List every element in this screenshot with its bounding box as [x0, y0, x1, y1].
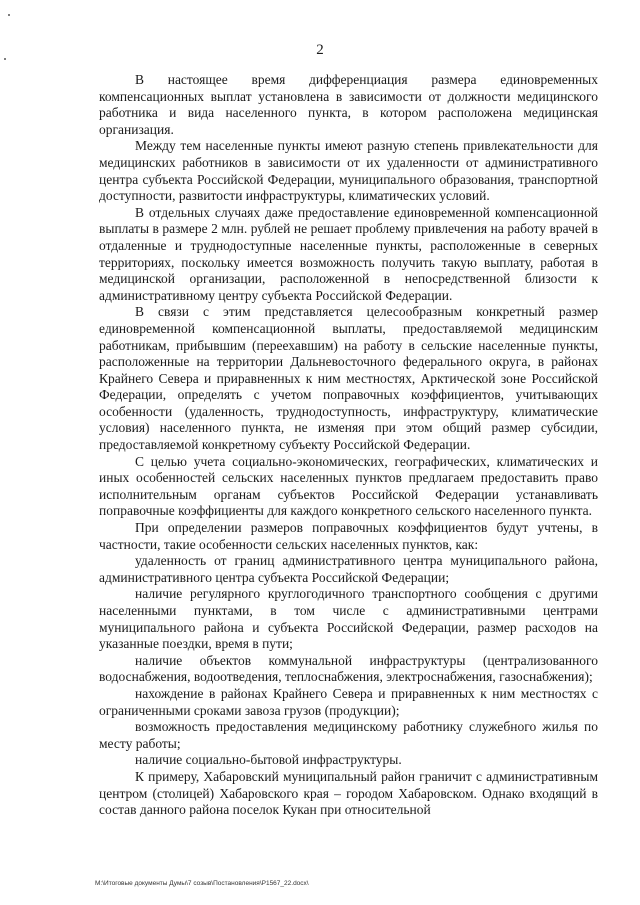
list-item: удаленность от границ административного центра муниципального района, административного центра субъекта Российской Федерации;: [99, 553, 598, 585]
paragraph: В отдельных случаях даже предоставление единовременной компенсационной выплаты в размере 2 млн. рублей не решает проблему привлечения на работу врачей в отдаленные и труднодоступные населенные пункты, расположенные в северных территориях, поскольку имеется возможность получить такую выплату, работая в медицинской организации, расположенной в непосредственной близости к административному центру субъекта Российской Федерации.: [99, 204, 598, 303]
page-number: 2: [316, 42, 324, 58]
paragraph: В связи с этим представляется целесообразным конкретный размер единовременной компенсационной выплаты, предоставляемой медицинским работникам, прибывшим (переехавшим) на работу в сельские населенные пункты, расположенные на территории Дальневосточного федерального округа, в районах Крайнего Севера и приравненных к ним местностях, Арктической зоне Российской Федерации, определять с учетом поправочных коэффициентов, учитывающих особенности (удаленность, труднодоступность, инфраструктуру, климатические условия) населенного пункта, не изменяя при этом общий размер субсидии, предоставляемой конкретному субъекту Российской Федерации.: [99, 304, 598, 453]
list-item: наличие объектов коммунальной инфраструктуры (централизованного водоснабжения, водоотведения, теплоснабжения, электроснабжения, газоснабжения);: [99, 652, 598, 685]
scan-speck: [8, 14, 10, 16]
paragraph: К примеру, Хабаровский муниципальный район граничит с административным центром (столицей) Хабаровского края – городом Хабаровском. Однако входящий в состав данного района поселок Кукан при относительной: [99, 768, 598, 818]
list-item: возможность предоставления медицинскому работнику служебного жилья по месту работы;: [99, 719, 598, 751]
list-item: наличие регулярного круглогодичного транспортного сообщения с другими населенными пунктами, в том числе с административными центрами муниципального района и субъекта Российской Федерации, размер расходов на указанные поездки, время в пути;: [99, 586, 598, 652]
paragraph: С целью учета социально-экономических, географических, климатических и иных особенностей сельских населенных пунктов предлагаем предоставить право исполнительным органам субъектов Российской Федерации устанавливать поправочные коэффициенты для каждого конкретного сельского населенного пункта.: [99, 453, 598, 519]
body-text: [99, 72, 598, 819]
paragraph: При определении размеров поправочных коэффициентов будут учтены, в частности, такие особенности сельских населенных пунктов, как:: [99, 520, 598, 552]
footer-file-path: М:\Итоговые документы Думы\7 созыв\Постановления\Р1567_22.docx\: [95, 880, 309, 887]
list-item: наличие социально-бытовой инфраструктуры.: [135, 752, 402, 768]
paragraph: Между тем населенные пункты имеют разную степень привлекательности для медицинских работников в зависимости от их удаленности от административного центра субъекта Российской Федерации, муниципального образования, транспортной доступности, развитости инфраструктуры, климатических условий.: [99, 138, 598, 204]
list-item: нахождение в районах Крайнего Севера и приравненных к ним местностях с ограниченными сроками завоза грузов (продукции);: [99, 685, 598, 718]
paragraph: В настоящее время дифференциация размера единовременных компенсационных выплат установлена в зависимости от должности медицинского работника и вида населенного пункта, в котором расположена медицинская организация.: [99, 72, 598, 137]
